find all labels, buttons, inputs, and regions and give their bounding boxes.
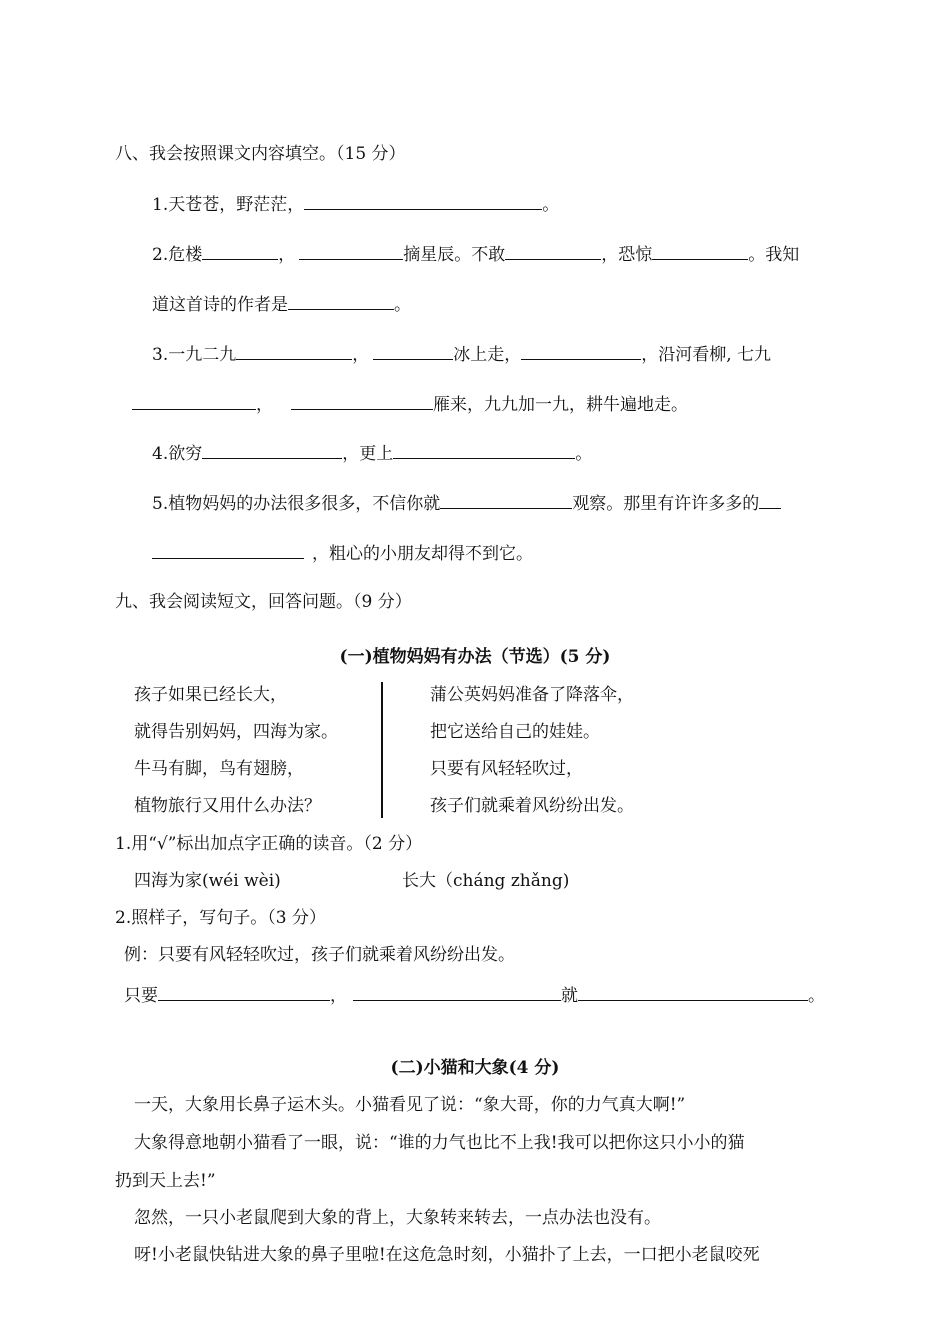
question-8-2-cont: 道这首诗的作者是 。 [152,292,411,316]
question-8-2: 2.危楼 ， 摘星辰。不敢 ，恐惊 。我知 [152,242,799,266]
question-8-4: 4.欲穷 ，更上 。 [152,441,592,465]
question-8-3: 3.一九二九 ， 冰上走， ，沿河看柳, 七九 [152,342,771,366]
passage-1-heading: (一)植物妈妈有办法（节选）(5 分) [339,647,611,667]
section-8-title: 八、我会按照课文内容填空。（15 分） [115,144,406,164]
blank[interactable] [202,242,278,260]
blank[interactable] [299,242,403,260]
blank[interactable] [440,491,572,509]
example-sentence: 例：只要有风轻轻吹过，孩子们就乘着风纷纷出发。 [124,945,515,965]
blank[interactable] [393,441,575,459]
reading-question-2: 2.照样子，写句子。（3 分） [115,908,326,928]
pinyin-option-2[interactable]: 长大（cháng zhǎng) [402,871,570,891]
blank[interactable] [202,441,342,459]
blank[interactable] [152,541,304,559]
blank[interactable] [652,242,748,260]
poem-right-line: 只要有风轻轻吹过， [430,759,583,779]
question-8-5: 5.植物妈妈的办法很多很多，不信你就 观察。那里有许许多多的 [152,491,781,515]
poem-right-line: 把它送给自己的娃娃。 [430,722,600,742]
passage-2-paragraph: 一天，大象用长鼻子运木头。小猫看见了说：“象大哥，你的力气真大啊!” [134,1095,686,1115]
question-8-5-cont: ，粗心的小朋友却得不到它。 [152,541,533,565]
passage-2-heading: (二)小猫和大象(4 分) [390,1058,560,1078]
question-8-3-cont: ， 雁来，九九加一九，耕牛遍地走。 [132,392,688,416]
sentence-fill: 只要 ， 就 。 [124,983,825,1007]
blank[interactable] [759,491,781,509]
blank[interactable] [304,192,542,210]
question-8-1: 1.天苍苍，野茫茫， 。 [152,192,559,216]
poem-divider [381,682,383,818]
pinyin-option-1[interactable]: 四海为家(wéi wèi) [134,871,281,891]
passage-2-paragraph-cont: 扔到天上去!” [115,1171,216,1191]
blank[interactable] [521,342,641,360]
poem-right-line: 孩子们就乘着风纷纷出发。 [430,796,634,816]
poem-left-line: 牛马有脚，鸟有翅膀， [134,759,304,779]
blank[interactable] [288,292,394,310]
poem-left-line: 植物旅行又用什么办法？ [134,796,321,816]
blank[interactable] [158,983,330,1001]
section-9-title: 九、我会阅读短文，回答问题。（9 分） [115,592,412,612]
blank[interactable] [132,392,256,410]
blank[interactable] [353,983,561,1001]
passage-2-paragraph: 呀!小老鼠快钻进大象的鼻子里啦!在这危急时刻，小猫扑了上去，一口把小老鼠咬死 [134,1245,760,1265]
reading-question-1: 1.用“√”标出加点字正确的读音。（2 分） [115,834,423,854]
passage-2-paragraph: 忽然，一只小老鼠爬到大象的背上，大象转来转去，一点办法也没有。 [134,1208,661,1228]
poem-left-line: 孩子如果已经长大， [134,685,287,705]
blank[interactable] [578,983,808,1001]
passage-2-paragraph: 大象得意地朝小猫看了一眼，说：“谁的力气也比不上我!我可以把你这只小小的猫 [134,1133,745,1153]
poem-left-line: 就得告别妈妈，四海为家。 [134,722,338,742]
blank[interactable] [505,242,601,260]
blank[interactable] [291,392,433,410]
blank[interactable] [236,342,352,360]
blank[interactable] [373,342,453,360]
poem-right-line: 蒲公英妈妈准备了降落伞， [430,685,634,705]
